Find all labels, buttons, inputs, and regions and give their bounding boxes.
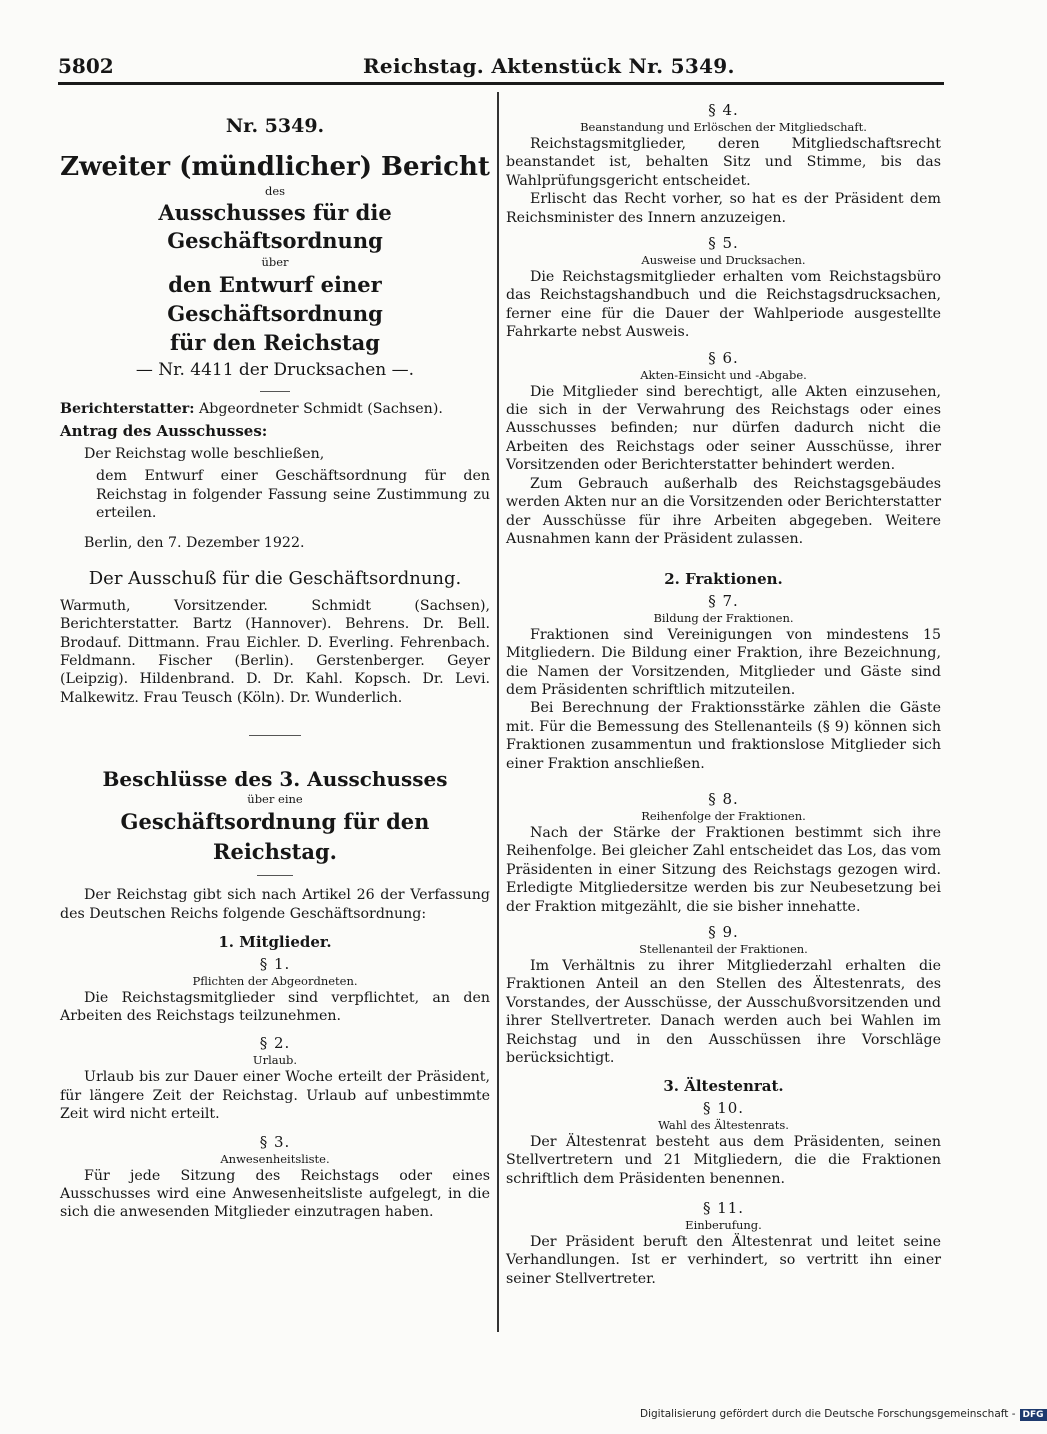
right-column — [506, 96, 941, 1288]
section-4-title: Beanstandung und Erlöschen der Mitgliedschaft. — [580, 120, 867, 134]
motion-text-2: dem Entwurf einer Geschäftsordnung für den Reichstag in folgender Fassung seine Zustimmung zu erteilen. — [96, 468, 490, 522]
report-title: Zweiter (mündlicher) Bericht — [60, 152, 490, 182]
running-title: Reichstag. Aktenstück Nr. 5349. — [363, 54, 735, 78]
date-line: Berlin, den 7. Dezember 1922. — [84, 535, 305, 552]
chapter-3-heading: 3. Ältestenrat. — [663, 1077, 784, 1096]
section-8-number: § 8. — [708, 789, 739, 808]
section-8-title: Reihenfolge der Fraktionen. — [641, 808, 806, 823]
column-divider — [497, 92, 499, 1332]
digitization-footer — [640, 1408, 1047, 1421]
motion-text-1: Der Reichstag wolle beschließen, — [84, 445, 325, 462]
section-6-text-2: Zum Gebrauch außerhalb des Reichstagsgebäudes werden Akten nur an die Vorsitzenden oder Berichterstatter der Ausschüsse für ihre Arbeiten abgegeben. Weitere Ausnahmen kann der Präsident zulassen. — [506, 475, 941, 547]
section-7-number: § 7. — [708, 591, 739, 610]
section-7-text-1: Fraktionen sind Vereinigungen von mindestens 15 Mitgliedern. Die Bildung einer Fraktion, ihre Bezeichnung, die Namen der Vorsitzenden, Mitglieder und Gäste sind dem Präsidenten schriftlich mitzuteilen. — [506, 626, 941, 698]
section-10-text: Der Ältestenrat besteht aus dem Präsidenten, seinen Stellvertretern und 21 Mitgliedern, die die Fraktionen schriftlich dem Präsidenten benennen. — [506, 1133, 941, 1187]
separator — [260, 391, 290, 392]
section-6-number: § 6. — [708, 348, 739, 367]
section-2-title: Urlaub. — [252, 1053, 298, 1068]
section-7-title: Bildung der Fraktionen. — [653, 610, 794, 625]
section-1-title: Pflichten der Abgeordneten. — [192, 973, 358, 988]
ueber-line: über — [261, 255, 289, 269]
intro-text: Der Reichstag gibt sich nach Artikel 26 der Verfassung des Deutschen Reichs folgende Geschäftsordnung: — [60, 887, 490, 922]
section-4-text-1: Reichstagsmitglieder, deren Mitgliedschaftsrecht beanstandet ist, behalten Sitz und Stimme, bis das Wahlprüfungsgericht entscheidet. — [506, 136, 941, 189]
section-1-number: § 1. — [259, 954, 291, 973]
separator — [249, 735, 301, 736]
resolutions-title: Beschlüsse des 3. Ausschusses — [102, 767, 448, 792]
print-reference: — Nr. 4411 der Drucksachen —. — [135, 360, 415, 380]
doc-number: Nr. 5349. — [225, 115, 325, 137]
ueber-eine-line: über eine — [247, 792, 303, 807]
section-1-text: Die Reichstagsmitglieder sind verpflichtet, an den Arbeiten des Reichstags teilzunehmen. — [60, 989, 490, 1024]
chapter-1-heading: 1. Mitglieder. — [218, 933, 332, 952]
section-10-number: § 10. — [702, 1098, 745, 1117]
rapporteur-label: Berichterstatter: — [60, 401, 195, 417]
section-3-number: § 3. — [259, 1132, 291, 1151]
signature-heading: Der Ausschuß für die Geschäftsordnung. — [88, 567, 462, 589]
section-3-text: Für jede Sitzung des Reichstags oder eines Ausschusses wird eine Anwesenheitsliste aufgelegt, in die sich die anwesenden Mitglieder einzutragen haben. — [60, 1167, 490, 1221]
rapporteur-text: Abgeordneter Schmidt (Sachsen). — [194, 401, 443, 417]
section-10-title: Wahl des Ältestenrats. — [658, 1117, 789, 1132]
section-6-text-1: Die Mitglieder sind berechtigt, alle Akten einzusehen, die sich in der Verwahrung des Reichstags oder eines Ausschusses befinden; nur dürfen dadurch nicht die Arbeiten des Reichstags oder seiner Ausschüsse, ihrer Vorsitzenden oder Berichterstatter behindert werden. — [506, 383, 941, 474]
section-2-number: § 2. — [259, 1034, 291, 1053]
separator — [257, 875, 293, 876]
section-9-number: § 9. — [708, 923, 739, 941]
header-rule — [58, 82, 944, 85]
page-number: 5802 — [58, 54, 114, 78]
dfg-logo: DFG — [1020, 1409, 1047, 1421]
section-5-number: § 5. — [708, 234, 739, 253]
section-7-text-2: Bei Berechnung der Fraktionsstärke zählen die Gäste mit. Für die Bemessung des Stellenanteils (§ 9) können sich Fraktionen zusammentun und fraktionslose Mitglieder sich einer Fraktion anschließen. — [506, 700, 941, 772]
footer-text: Digitalisierung gefördert durch die Deutsche Forschungsgemeinschaft - — [640, 1408, 1016, 1420]
motion-heading: Antrag des Ausschusses: — [60, 422, 268, 441]
committee-members: Warmuth, Vorsitzender. Schmidt (Sachsen), Berichterstatter. Bartz (Hannover). Behrens. Dr. Bell. Brodauf. Dittmann. Frau Eichler. D. Everling. Fehrenbach. Feldmann. Fischer (Berlin). Gerstenberger. Geyer (Leipzig). Hildenbrand. D. Dr. Kahl. Kopsch. Dr. Levi. Malkewitz. Frau Teusch (Köln). Dr. Wunderlich. — [60, 597, 490, 706]
page-header — [58, 54, 944, 80]
des-line: des — [264, 184, 286, 198]
section-8-text: Nach der Stärke der Fraktionen bestimmt sich ihre Reihenfolge. Bei gleicher Zahl entscheidet das Los, das vom Präsidenten in einer Sitzung des Reichstags gezogen wird. Erledigte Mitgliedersitze werden bis zur Neubesetzung bei der Fraktion mitgezählt, die sie bisher innehatte. — [506, 824, 941, 915]
section-11-text: Der Präsident beruft den Ältestenrat und leitet seine Verhandlungen. Ist er verhindert, so vertritt ihn einer seiner Stellvertreter. — [506, 1234, 941, 1287]
section-5-text: Die Reichstagsmitglieder erhalten vom Reichstagsbüro das Reichstagshandbuch und die Reichstagsdrucksachen, ferner eine für die Dauer der Wahlperiode ausgestellte Fahrkarte nebst Ausweis. — [506, 269, 941, 341]
section-5-title: Ausweise und Drucksachen. — [641, 253, 806, 268]
left-column — [60, 96, 490, 1222]
section-11-title: Einberufung. — [685, 1218, 762, 1233]
section-3-title: Anwesenheitsliste. — [220, 1151, 330, 1166]
subject-line-1: den Entwurf einer Geschäftsordnung — [167, 272, 383, 326]
section-9-title: Stellenanteil der Fraktionen. — [639, 942, 808, 956]
section-4-number: § 4. — [708, 101, 739, 119]
rapporteur-line — [60, 400, 490, 418]
section-4-text-2: Erlischt das Recht vorher, so hat es der Präsident dem Reichsminister des Innern anzuzeigen. — [506, 191, 941, 226]
committee-name: Ausschusses für die Geschäftsordnung — [158, 200, 392, 253]
section-6-title: Akten-Einsicht und -Abgabe. — [640, 367, 807, 382]
section-11-number: § 11. — [702, 1199, 745, 1218]
subject-line-2: für den Reichstag — [170, 330, 380, 355]
section-9-text: Im Verhältnis zu ihrer Mitgliederzahl erhalten die Fraktionen Anteil an den Stellen des Ältestenrats, des Vorstandes, der Ausschüsse, der Ausschußvorsitzenden und ihrer Stellvertreter. Danach werden auch bei Wahlen im Reichstag und in den Ausschüssen ihre Vorschläge berücksichtigt. — [506, 958, 941, 1067]
chapter-2-heading: 2. Fraktionen. — [664, 570, 783, 589]
resolutions-subject: Geschäftsordnung für den Reichstag. — [120, 809, 430, 865]
section-2-text: Urlaub bis zur Dauer einer Woche erteilt der Präsident, für längere Zeit der Reichstag. Urlaub auf unbestimmte Zeit wird nicht erteilt. — [60, 1069, 490, 1123]
